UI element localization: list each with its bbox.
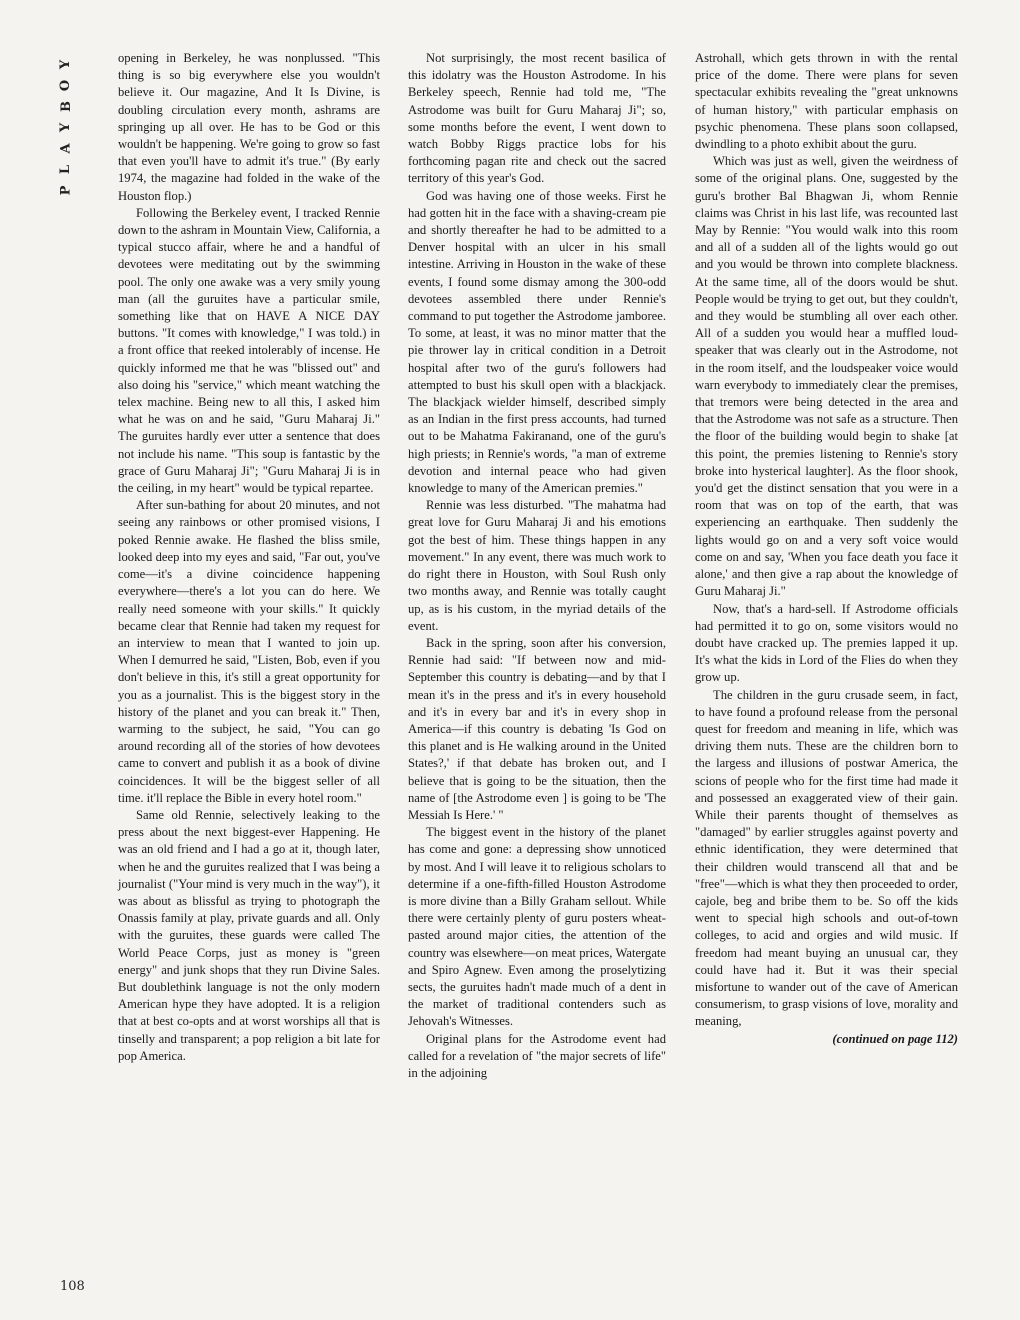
masthead-letter: P: [58, 185, 74, 196]
paragraph: Original plans for the Astrodome event had called for a revelation of "the major secrets of life" in the adjoining: [408, 1031, 666, 1080]
paragraph: Rennie was less disturbed. "The mahatma had great love for Guru Maharaj Ji and his emotions got the best of him. These things happen in any movement." In any event, there was much work to do right there in Houston, with Soul Rush only two months away, and Rennie was totally caught up, as is his custom, in the myriad details of the event.: [408, 498, 666, 633]
masthead-letter: A: [58, 143, 74, 154]
text-column-1: [118, 50, 380, 1065]
paragraph: God was having one of those weeks. First he had gotten hit in the face with a shaving-cream pie and shortly thereafter he had to be admitted to a Denver hospital with an ulcer in his small intestine. Arriving in Houston in the wake of these events, I found some dismay among the 300-odd devotees assembled there under Rennie's command to put together the Astrodome jamboree. To some, at least, it was no minor matter that the pie thrower lay in critical condition in a Detroit hospital after two of the guru's followers had attempted to bust his skull open with a blackjack. The blackjack wielder himself, described simply as an Indian in the first press accounts, had turned out to be Mahatma Fakiranand, one of the guru's high priests; in Rennie's words, "a man of extreme devotion and internal peace who had given knowledge to many of the American premies.": [408, 188, 666, 496]
paragraph: After sun-bathing for about 20 minutes, and not seeing any rainbows or other promised visions, I poked Rennie awake. He flashed the bliss smile, looked deep into my eyes and said, "Far out, you've come—it's a divine coincidence happening everywhere—there's a lot you can do here. We really need someone with your skills." It quickly became clear that Rennie had taken my request for an interview to mean that I wanted to join up. When I demurred he said, "Listen, Bob, even if you don't believe in this, it's still a great opportunity for you as a journalist. This is the biggest story in the history of the planet and you can break it." Then, warming to the subject, he said, "You can go around recording all of the stories of how devotees came to convert and publish it as a book of divine coincidences. It will be the biggest seller of all time. it'll replace the Bible in every hotel room.": [118, 498, 380, 805]
paragraph: Not surprisingly, the most recent basilica of this idolatry was the Houston Astrodome. In his Berkeley speech, Rennie had told me, "The Astrodome was built for Guru Maharaj Ji"; so, some months before the event, I went down to watch Bobby Riggs practice lobs for his forthcoming pagan rite and check out the sacred territory of this year's God.: [408, 51, 666, 186]
masthead-letter: O: [58, 79, 74, 92]
paragraph: The children in the guru crusade seem, in fact, to have found a profound release from the personal quest for freedom and meaning in life, which was driving them nuts. These are the children born to the largess and illusions of postwar America, the scions of people who for the first time had made it and possessed an exaggerated view of their gain. While their parents thought of themselves as "damaged" by earlier struggles against poverty and ethnic identification, they were determined that their children would transcend all that and be "free"—which is what they then proceeded to order, cajole, beg and bribe them to be. So off the kids went to special high schools and out-of-town colleges, to acid and orgies and wild music. If freedom had meant buying an unusual car, they could have had it. But it was their special misfortune to wander out of the cave of American consumerism, to grasp visions of love, morality and meaning,: [695, 687, 958, 1029]
paragraph: Back in the spring, soon after his conversion, Rennie had said: "If between now and mid-September this country is debating—and by that I mean it's in the press and it's in every household and it's in every bar and it's in every shop in America—if this country is debating 'Is God on this planet and is He walking around in the United States?,' if that debate has broken out, and I believe that is going to be the situation, then the name of [the Astrodome even ] is going to be 'The Messiah Is Here.' ": [408, 635, 666, 822]
magazine-masthead-vertical: [52, 58, 80, 205]
masthead-letter: L: [58, 164, 74, 175]
masthead-letter: Y: [58, 122, 74, 133]
text-column-3: [695, 50, 958, 1048]
page-number: 108: [60, 1279, 85, 1294]
text-column-2: [408, 50, 666, 1082]
paragraph: Following the Berkeley event, I tracked Rennie down to the ashram in Mountain View, California, a typical stucco affair, where he and a handful of devotees were meditating out by the swimming pool. The only one awake was a very smily young man (all the guruites have a particular smile, something like that on HAVE A NICE DAY buttons. "It comes with knowledge," I was told.) in a front office that reeked intolerably of incense. He quickly informed me that he was "blissed out" and also doing his "service," which meant watching the telex machine. Being new to all this, I asked him what he was on and he said, "Guru Maharaj Ji." The guruites hardly ever utter a sentence that does not include his name. "This soup is fantastic by the grace of Guru Maharaj Ji"; "Guru Maharaj Ji is in the ceiling, in my heart" would be typical repartee.: [118, 205, 380, 496]
paragraph: Same old Rennie, selectively leaking to the press about the next biggest-ever Happening. He was an old friend and I had a go at it, though later, when he and the guruites realized that I was being a journalist ("Your mind is very much in the way"), it was about as blissful as trying to photograph the Onassis family at play, private guards and all. Only with the guruites, these guards were called The World Peace Corps, just as money is "green energy" and junk shops that they run Divine Sales. But doublethink language is not the only modern American hype they have adopted. It is a religion that at best co-opts and at worst worships all that is tinselly and transparent; a pop religion a bit late for pop America.: [118, 807, 380, 1063]
paragraph: opening in Berkeley, he was nonplussed. "This thing is so big everywhere else you wouldn't believe it. Our magazine, And It Is Divine, is doubling circulation every month, ashrams are springing up all over. He has to be God or this wouldn't be happening. We're going to grow so fast that even you'll have to admit it's true." (By early 1974, the magazine had folded in the wake of the Houston flop.): [118, 51, 380, 203]
masthead-letter: Y: [58, 59, 74, 70]
paragraph: The biggest event in the history of the planet has come and gone: a depressing show unnoticed by most. And I will leave it to religious scholars to determine if a one-fifth-filled Houston Astrodome is more divine than a Billy Graham sellout. While there were certainly plenty of guru posters wheat-pasted around major cities, the attention of the country was elsewhere—on meat prices, Watergate and Spiro Agnew. Even among the proselytizing sects, the guruites hadn't made much of a dent in the market of traditional contenders such as Jehovah's Witnesses.: [408, 825, 666, 1029]
masthead-letter: B: [58, 101, 74, 112]
continued-on-page-note: (continued on page 112): [832, 1031, 958, 1046]
paragraph: Now, that's a hard-sell. If Astrodome officials had permitted it to go on, some visitors would no doubt have cracked up. The premies lapped it up. It's what the kids in Lord of the Flies do when they grow up.: [695, 601, 958, 685]
paragraph: Astrohall, which gets thrown in with the rental price of the dome. There were plans for seven spectacular exhibits revealing the "great unknowns of human history," with particular emphasis on psychic phenomena. These plans soon collapsed, dwindling to a photo exhibit about the guru.: [695, 51, 958, 152]
paragraph: Which was just as well, given the weirdness of some of the original plans. One, suggested by the guru's brother Bal Bhagwan Ji, whom Rennie claims was Christ in his last life, was recounted last May by Rennie: "You would walk into this room and all of a sudden all of the lights would go out and you would be thrown into complete blackness. At the same time, all of the doors would be shut. People would be trying to get out, but they couldn't, and they would be stumbling all over each other. All of a sudden you would hear a muffled loud-speaker that was clearly out in the Astrodome, not in the room itself, and the loudspeaker voice would warn everybody to immediately clear the premises, that tremors were being detected in the area and that the Astrodome was not safe as a structure. Then the floor of the building would begin to shake [at this point, the premies listening to Rennie's story broke into hysterical laughter]. As the floor shook, you'd get the distinct sensation that you were in a room that was on top of the earth, that was experiencing an earthquake. Then suddenly the lights would go on and a very soft voice would come on and say, 'When you face death you face it alone,' and then give a rap about the knowledge of Guru Maharaj Ji.": [695, 154, 958, 599]
